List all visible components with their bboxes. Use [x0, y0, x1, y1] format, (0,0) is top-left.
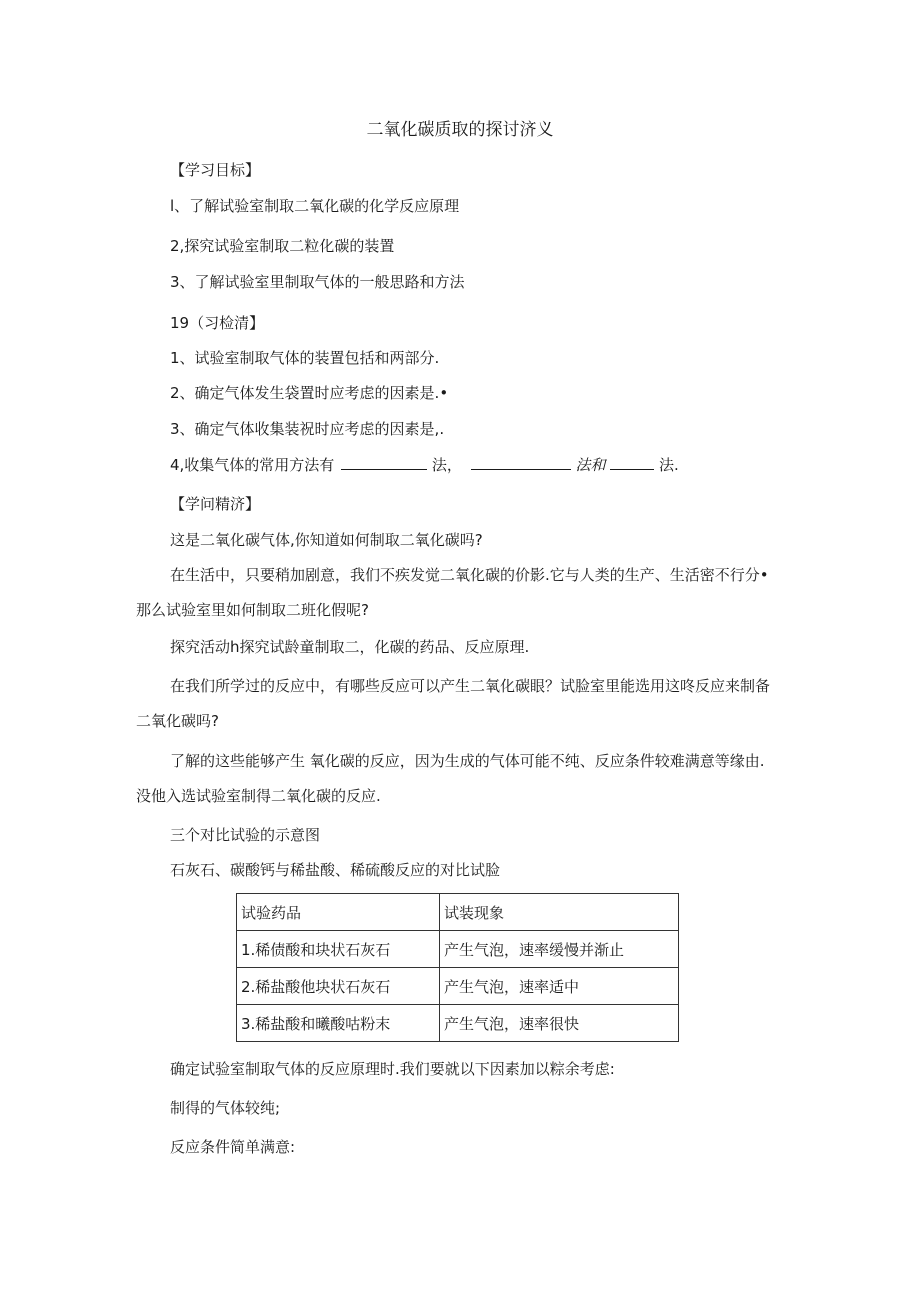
table-header-cell: 试装现象 [440, 894, 679, 931]
page-title: 二氧化碳质取的探讨济义 [366, 120, 554, 140]
knowledge-paragraph-5a: 了解的这些能够产生 氧化碳的反应，因为生成的气体可能不纯、反应条件较难满意等缘由. [170, 752, 765, 770]
knowledge-paragraph-7: 石灰石、碳酸钙与稀盐酸、稀硫酸反应的对比试脸 [170, 861, 501, 879]
table-row [237, 968, 679, 1005]
knowledge-paragraph-4b: 二氧化碳吗? [136, 712, 219, 730]
table-cell: 1.稀债酸和块状石灰石 [237, 931, 440, 968]
objective-item-1: l、了解试验室制取二氧化碳的化学反应原理 [170, 197, 460, 215]
comparison-table [236, 893, 679, 1042]
after-table-paragraph-3: 反应条件简单满意: [170, 1138, 296, 1156]
table-cell: 产生气泡，速率很快 [440, 1005, 679, 1042]
table-row [237, 931, 679, 968]
table-row [237, 1005, 679, 1042]
review-q4-part1: 法， [431, 456, 462, 474]
fill-blank-1[interactable] [341, 455, 427, 470]
knowledge-paragraph-2b: 那么试验室里如何制取二班化假呢? [136, 601, 369, 619]
table-cell: 3.稀盐酸和曦酸咕粉末 [237, 1005, 440, 1042]
review-item-4 [170, 455, 679, 475]
knowledge-paragraph-2a: 在生活中，只要稍加剧意，我们不疾发觉二氧化碳的价影.它与人类的生产、生活密不行分• [170, 566, 769, 584]
knowledge-paragraph-6: 三个对比试验的示意图 [170, 826, 321, 844]
objectives-heading: 【学习目标】 [170, 161, 261, 179]
table-cell: 产生气泡，速率缓慢并渐止 [440, 931, 679, 968]
table-cell: 产生气泡，速率适中 [440, 968, 679, 1005]
knowledge-heading: 【学问精济】 [170, 495, 261, 513]
review-item-3: 3、确定气体收集装祝时应考虑的因素是,. [170, 420, 445, 438]
objective-item-3: 3、了解试验室里制取气体的一般思路和方法 [170, 273, 465, 291]
review-heading: 19（习检清】 [170, 314, 265, 332]
fill-blank-3[interactable] [610, 455, 654, 470]
review-q4-part2: 法和 [575, 456, 606, 474]
table-header-cell: 试验药品 [237, 894, 440, 931]
after-table-paragraph-1: 确定试验室制取气体的反应原理时.我们要就以下因素加以粽余考虑: [170, 1060, 615, 1078]
review-item-2: 2、确定气体发生袋置时应考虑的因素是.• [170, 384, 449, 402]
fill-blank-2[interactable] [471, 455, 571, 470]
objective-item-2: 2,探究试验室制取二粒化碳的装置 [170, 237, 395, 255]
table-cell: 2.稀盐酸他块状石灰石 [237, 968, 440, 1005]
knowledge-paragraph-3: 探究活动h探究试龄童制取二，化碳的药品、反应原理. [170, 638, 530, 656]
after-table-paragraph-2: 制得的气体较纯; [170, 1099, 281, 1117]
review-item-1: 1、试验室制取气体的装置包括和两部分. [170, 349, 440, 367]
review-q4-part3: 法. [659, 456, 679, 474]
knowledge-paragraph-1: 这是二氧化碳气体,你知道如何制取二氧化碳吗? [170, 531, 483, 549]
knowledge-paragraph-4a: 在我们所学过的反应中，有哪些反应可以产生二氧化碳眼？试脸室里能选用这咚反应来制备 [170, 677, 771, 695]
knowledge-paragraph-5b: 没他入选试验室制得二氧化碳的反应. [136, 787, 381, 805]
table-header-row [237, 894, 679, 931]
review-q4-prefix: 4,收集气体的常用方法有 [170, 456, 335, 474]
